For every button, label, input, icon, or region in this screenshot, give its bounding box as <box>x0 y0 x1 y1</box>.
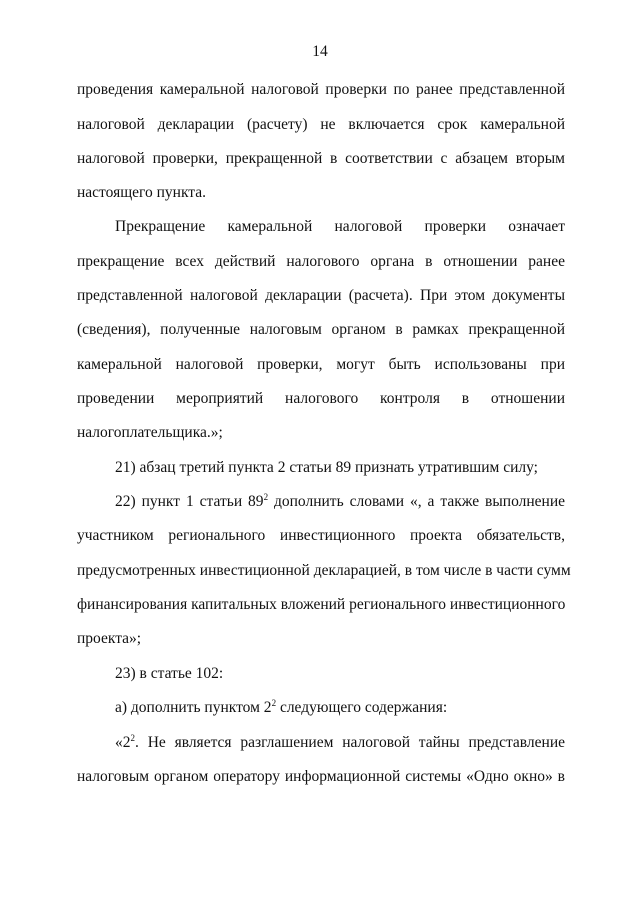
text-segment: следующего содержания: <box>276 699 448 716</box>
text-line: налогоплательщика.»; <box>77 424 223 441</box>
text-line: проведении мероприятий налогового контроля в отношении <box>77 390 565 407</box>
superscript: 2 <box>271 698 277 708</box>
text-line: предусмотренных инвестиционной декларацией, в том числе в части сумм <box>77 562 571 579</box>
text-line: проекта»; <box>77 630 142 647</box>
text-line: (сведения), полученные налоговым органом в рамках прекращенной <box>77 321 565 338</box>
text-line: камеральной налоговой проверки, могут быть использованы при <box>77 356 565 373</box>
text-line: проведения камеральной налоговой проверки по ранее представленной <box>77 81 565 98</box>
quoted-clause <box>115 733 565 753</box>
text-segment: «2 <box>115 734 131 751</box>
list-item-21: 21) абзац третий пункта 2 статьи 89 признать утратившим силу; <box>115 459 538 476</box>
list-item-23: 23) в статье 102: <box>115 665 224 682</box>
sub-item-a <box>115 698 565 718</box>
superscript: 2 <box>263 492 269 502</box>
text-line: налоговой декларации (расчету) не включается срок камеральной <box>77 116 565 133</box>
text-segment: . Не является разглашением налоговой тайны представление <box>135 734 565 751</box>
paragraph-first-line: Прекращение камеральной налоговой проверки означает <box>115 218 565 235</box>
text-line: представленной налоговой декларации (расчета). При этом документы <box>77 287 565 304</box>
text-segment: дополнить словами «, а также выполнение <box>268 493 565 510</box>
text-line: налоговой проверки, прекращенной в соответствии с абзацем вторым <box>77 150 565 167</box>
page-number: 14 <box>312 43 328 60</box>
superscript: 2 <box>130 733 135 743</box>
text-line: настоящего пункта. <box>77 184 207 201</box>
text-segment: а) дополнить пунктом 2 <box>115 699 272 716</box>
text-line: участником регионального инвестиционного проекта обязательств, <box>77 527 565 544</box>
text-line: налоговым органом оператору информационной системы «Одно окно» в <box>77 768 565 785</box>
text-segment: 22) пункт 1 статьи 89 <box>115 493 264 510</box>
text-line: финансирования капитальных вложений регионального инвестиционного <box>77 596 566 613</box>
list-item-22 <box>115 492 565 512</box>
text-line: прекращение всех действий налогового органа в отношении ранее <box>77 253 565 270</box>
